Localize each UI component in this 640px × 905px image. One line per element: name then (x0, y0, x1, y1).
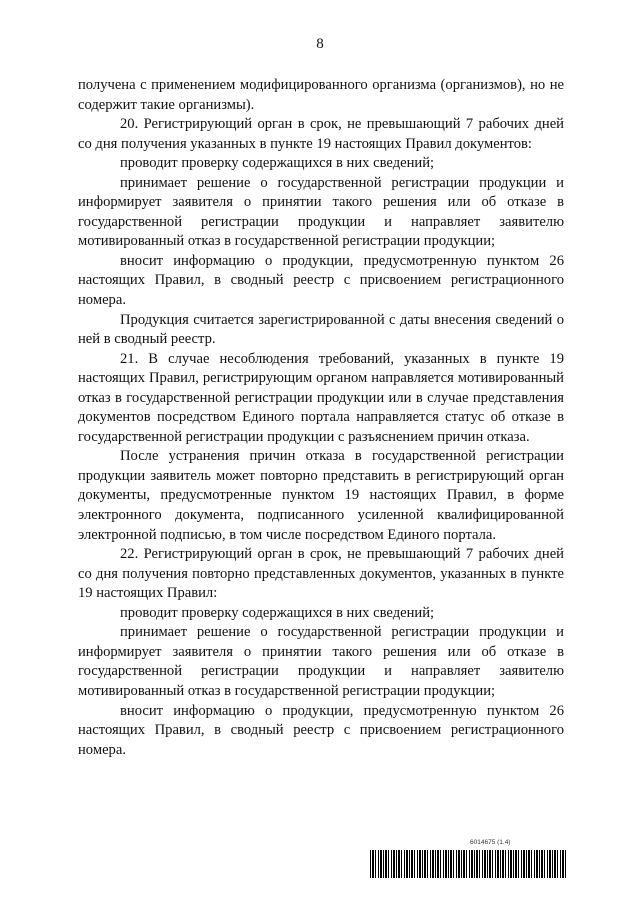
paragraph: принимает решение о государственной регистрации продукции и информирует заявителя о принятии такого решения или об отказе в государственной регистрации продукции и направляет заявителю мотивированный отказ в государственной регистрации продукции; (78, 624, 564, 699)
paragraph: После устранения причин отказа в государственной регистрации продукции заявитель может повторно представить в регистрирующий орган документы, предусмотренные пунктом 19 настоящих Правил, в форме электронного документа, подписанного усиленной квалифицированной электронной подписью, в том числе посредством Единого портала. (78, 448, 564, 543)
barcode-icon (370, 850, 566, 878)
paragraph: Продукция считается зарегистрированной с даты внесения сведений о ней в сводный реестр. (78, 311, 564, 348)
paragraph: 21. В случае несоблюдения требований, указанных в пункте 19 настоящих Правил, регистрирующим органом направляется мотивированный отказ в государственной регистрации продукции или в случае представления документов посредством Единого портала направляется статус об отказе в государственной регистрации продукции с разъяснением причин отказа. (78, 350, 564, 445)
document-code: 6014675 (1.4) (470, 839, 511, 846)
paragraph: принимает решение о государственной регистрации продукции и информирует заявителя о принятии такого решения или об отказе в государственной регистрации продукции и направляет заявителю мотивированный отказ в государственной регистрации продукции; (78, 174, 564, 250)
page-number: 8 (316, 36, 324, 52)
paragraph: вносит информацию о продукции, предусмотренную пунктом 26 настоящих Правил, в сводный реестр с присвоением регистрационного номера. (78, 252, 564, 309)
paragraph: проводит проверку содержащихся в них сведений; (120, 155, 435, 172)
document-body (78, 76, 564, 760)
paragraph: вносит информацию о продукции, предусмотренную пунктом 26 настоящих Правил, в сводный реестр с присвоением регистрационного номера. (78, 702, 564, 758)
paragraph: 20. Регистрирующий орган в срок, не превышающий 7 рабочих дней со дня получения указанных в пункте 19 настоящих Правил документов: (78, 116, 564, 152)
paragraph: проводит проверку содержащихся в них сведений; (120, 604, 435, 621)
paragraph: 22. Регистрирующий орган в срок, не превышающий 7 рабочих дней со дня получения повторно представленных документов, указанных в пункте 19 настоящих Правил: (78, 546, 564, 602)
paragraph: получена с применением модифицированного организма (организмов), но не содержит такие организмы). (78, 77, 564, 113)
